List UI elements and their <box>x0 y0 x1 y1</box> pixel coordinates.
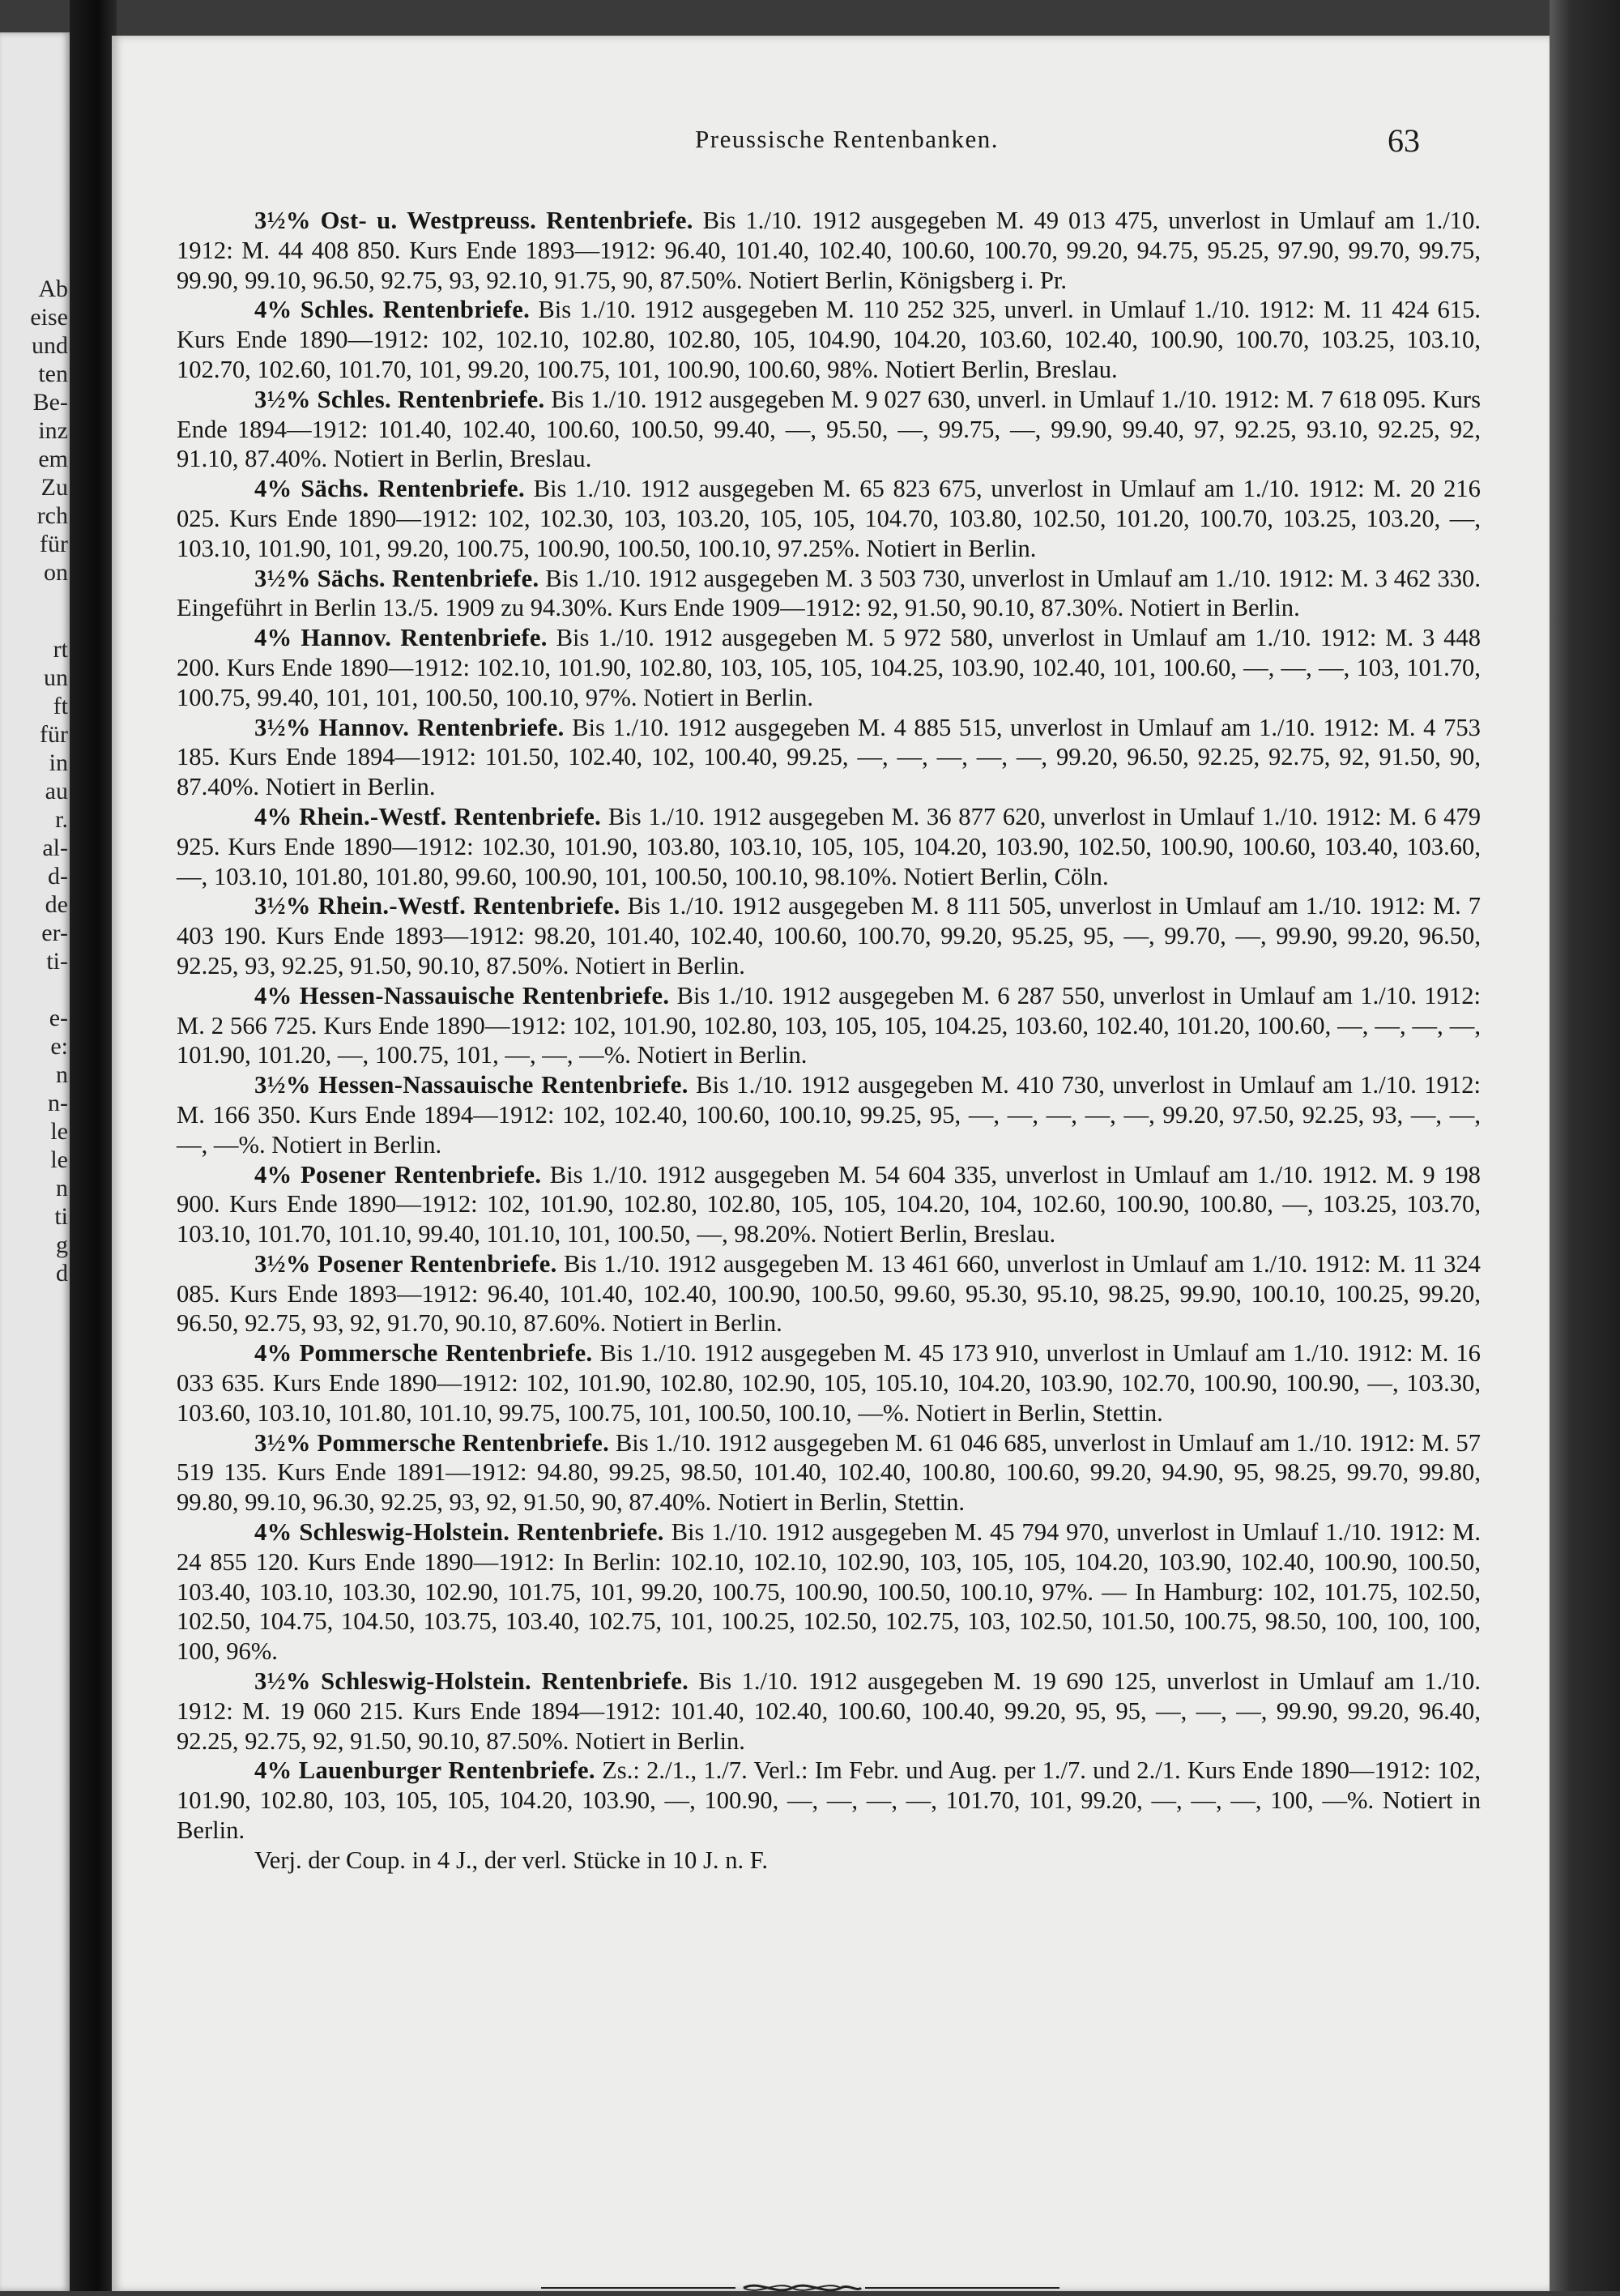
margin-fragment: un <box>44 664 68 691</box>
margin-fragment: in <box>49 749 68 776</box>
document-page <box>112 36 1550 2291</box>
margin-fragment: e: <box>50 1033 68 1060</box>
rentenbrief-entry <box>177 1249 1481 1338</box>
margin-fragment: d- <box>48 863 68 890</box>
entry-text: Bis 1./10. 1912 ausgegeben M. 49 013 475, unverlost in Umlauf am 1./10. 1912: M. 44 408 850. Kurs Ende 1893—1912: 96.40, 101.40, 102.40, 100.60, 100.70, 99.20, 94.75, 95.25, 97.90, 99.70, 99.75, 99.90, 99.10, 96.50, 92.75, 93, 92.10, 91.75, 90, 87.50%. Notiert Berlin, Königsberg i. Pr. <box>177 207 1481 294</box>
bond-name: Ost- u. Westpreuss. Rentenbriefe. <box>320 207 693 234</box>
rentenbrief-entry <box>177 802 1481 891</box>
margin-fragment: g <box>56 1231 68 1258</box>
page-number: 63 <box>1388 122 1420 159</box>
entry-text: Bis 1./10. 1912 ausgegeben M. 3 503 730, unverlost in Umlauf am 1./10. 1912: M. 3 462 330. Eingeführt in Berlin 13./5. 1909 zu 94.30%. Kurs Ende 1909—1912: 92, 91.50, 90.10, 87.30%. Notiert in Berlin. <box>177 564 1481 622</box>
bond-name: Sächs. Rentenbriefe. <box>317 564 539 592</box>
entry-text: Bis 1./10. 1912 ausgegeben M. 36 877 620, unverlost in Umlauf 1./10. 1912: M. 6 479 925. Kurs Ende 1890—1912: 102.30, 101.90, 103.80, 103.10, 105, 105, 104.20, 103.90, 102.50, 100.90, 100.60, 103.40, 103.60, —, 103.10, 101.80, 101.80, 99.60, 100.90, 101, 100.50, 100.10, 98.10%. Notiert Berlin, Cöln. <box>177 802 1481 890</box>
bond-name: Lauenburger Rentenbriefe. <box>298 1756 595 1785</box>
bond-name: Posener Rentenbriefe. <box>318 1249 557 1278</box>
rentenbrief-entry <box>177 206 1481 295</box>
entry-text: Bis 1./10. 1912 ausgegeben M. 65 823 675, unverlost in Umlauf am 1./10. 1912: M. 20 216 025. Kurs Ende 1890—1912: 102, 102.30, 103, 103.20, 105, 105, 104.70, 103.80, 102.50, 101.20, 100.70, 103.25, 103.20, —, 103.10, 101.90, 101, 99.20, 100.75, 100.90, 100.50, 100.10, 97.25%. Notiert in Berlin. <box>177 475 1481 562</box>
bond-name: Rhein.-Westf. Rentenbriefe. <box>299 802 602 830</box>
interest-rate: 4% <box>254 475 292 503</box>
interest-rate: 3½% <box>254 892 311 920</box>
bond-name: Hannov. Rentenbriefe. <box>318 713 565 741</box>
previous-page-edge <box>0 32 70 2291</box>
margin-fragment: er- <box>41 920 68 946</box>
entry-text: Bis 1./10. 1912 ausgegeben M. 4 885 515, unverlost in Umlauf am 1./10. 1912: M. 4 753 185. Kurs Ende 1894—1912: 101.50, 102.40, 102, 100.40, 99.25, —, —, —, —, —, 99.20, 96.50, 92.25, 92.75, 92, 91.50, 90, 87.40%. Notiert in Berlin. <box>177 713 1481 801</box>
margin-fragment: n- <box>48 1090 68 1116</box>
bond-name: Schles. Rentenbriefe. <box>300 296 531 324</box>
margin-fragment: e- <box>49 1005 68 1031</box>
rentenbrief-entry <box>177 981 1481 1070</box>
interest-rate: 3½% <box>254 1428 311 1457</box>
rentenbrief-entry <box>177 385 1481 474</box>
bond-name: Pommersche Rentenbriefe. <box>317 1428 610 1457</box>
entry-text: Bis 1./10. 1912 ausgegeben M. 61 046 685, unverlost in Umlauf am 1./10. 1912: M. 57 519 135. Kurs Ende 1891—1912: 94.80, 99.25, 98.50, 101.40, 102.40, 100.80, 100.60, 99.20, 94.90, 95, 98.25, 99.70, 99.80, 99.80, 99.10, 96.30, 92.25, 93, 92, 91.50, 90, 87.40%. Notiert in Berlin, Stettin. <box>177 1428 1481 1517</box>
margin-fragment: Zu <box>40 474 68 501</box>
right-page-edge <box>1550 0 1620 2291</box>
entry-text: Bis 1./10. 1912 ausgegeben M. 410 730, unverlost in Umlauf am 1./10. 1912: M. 166 350. Kurs Ende 1894—1912: 102, 102.40, 100.60, 100.10, 99.25, 95, —, —, —, —, —, 99.20, 97.50, 92.25, 93, —, —, —, —%. Notiert in Berlin. <box>177 1071 1481 1159</box>
interest-rate: 4% <box>254 624 292 652</box>
entry-text: Bis 1./10. 1912 ausgegeben M. 6 287 550, unverlost in Umlauf am 1./10. 1912: M. 2 566 725. Kurs Ende 1890—1912: 102, 101.90, 102.80, 103, 105, 105, 104.25, 103.60, 102.40, 101.20, 100.60, —, —, —, —, 101.90, 101.20, —, 100.75, 101, —, —, —%. Notiert in Berlin. <box>177 981 1481 1069</box>
margin-fragment: und <box>32 332 68 359</box>
interest-rate: 3½% <box>254 385 311 413</box>
interest-rate: 4% <box>254 802 292 830</box>
entry-text: Bis 1./10. 1912 ausgegeben M. 13 461 660, unverlost in Umlauf am 1./10. 1912: M. 11 324 085. Kurs Ende 1893—1912: 96.40, 101.40, 102.40, 100.90, 100.50, 99.60, 95.30, 95.10, 98.25, 99.90, 100.10, 100.25, 99.20, 96.50, 92.75, 93, 92, 91.70, 90.10, 87.60%. Notiert in Berlin. <box>177 1249 1481 1338</box>
margin-fragment: on <box>44 559 68 586</box>
margin-fragment: le <box>50 1118 68 1145</box>
entry-text: Bis 1./10. 1912 ausgegeben M. 5 972 580, unverlost in Umlauf am 1./10. 1912: M. 3 448 200. Kurs Ende 1890—1912: 102.10, 101.90, 102.80, 103, 105, 105, 104.25, 103.90, 102.40, 101, 100.60, —, —, —, 103, 101.70, 100.75, 99.40, 101, 101, 100.50, 100.10, 97%. Notiert in Berlin. <box>177 624 1481 711</box>
margin-fragment: de <box>45 891 68 918</box>
rentenbrief-entry <box>177 1070 1481 1159</box>
margin-fragment: Ab <box>38 275 68 302</box>
margin-fragment: rch <box>36 502 68 529</box>
interest-rate: 3½% <box>254 1071 311 1099</box>
margin-fragment: r. <box>55 806 68 833</box>
margin-fragment: al- <box>42 834 68 861</box>
bond-name: Rhein.-Westf. Rentenbriefe. <box>318 892 620 920</box>
bond-name: Hessen-Nassauische Rentenbriefe. <box>318 1071 688 1099</box>
rentenbrief-entry <box>177 713 1481 802</box>
margin-fragment: für <box>40 721 68 748</box>
limitation-note: Verj. der Coup. in 4 J., der verl. Stücke in 10 J. n. F. <box>254 1846 768 1874</box>
entry-text: Bis 1./10. 1912 ausgegeben M. 45 173 910, unverlost in Umlauf am 1./10. 1912: M. 16 033 635. Kurs Ende 1890—1912: 102, 101.90, 102.80, 102.90, 105, 105.10, 104.20, 103.90, 102.70, 100.90, 100.90, —, 103.30, 103.60, 103.10, 101.80, 101.10, 99.75, 100.75, 101, 100.50, 100.10, —%. Notiert in Berlin, Stettin. <box>177 1339 1481 1427</box>
interest-rate: 4% <box>254 1518 292 1547</box>
margin-fragment: d <box>56 1260 68 1287</box>
margin-fragment: em <box>38 446 68 472</box>
running-title: Preussische Rentenbanken. <box>695 125 999 153</box>
rentenbrief-entry <box>177 1667 1481 1756</box>
bond-name: Sächs. Rentenbriefe. <box>301 475 525 503</box>
body-text <box>177 206 1481 1876</box>
interest-rate: 3½% <box>254 1249 311 1278</box>
margin-fragment: ten <box>38 361 68 387</box>
rentenbrief-entry <box>177 1517 1481 1667</box>
margin-fragment: für <box>40 531 68 557</box>
rentenbrief-entry <box>177 295 1481 384</box>
entry-text: Bis 1./10. 1912 ausgegeben M. 19 690 125, unverlost in Umlauf am 1./10. 1912: M. 19 060 215. Kurs Ende 1894—1912: 101.40, 102.40, 100.60, 100.40, 99.20, 95, 95, —, —, —, 99.90, 99.20, 96.40, 92.25, 92.75, 92, 91.50, 90.10, 87.50%. Notiert in Berlin. <box>177 1667 1481 1755</box>
rentenbrief-entry <box>177 1160 1481 1249</box>
interest-rate: 4% <box>254 981 292 1009</box>
rentenbrief-entry <box>177 474 1481 563</box>
bond-name: Schles. Rentenbriefe. <box>317 385 545 413</box>
interest-rate: 3½% <box>254 1667 311 1696</box>
margin-fragment: ft <box>53 693 68 719</box>
margin-fragment: le <box>50 1146 68 1173</box>
bond-name: Schleswig-Holstein. Rentenbriefe. <box>321 1667 689 1696</box>
interest-rate: 4% <box>254 1160 292 1189</box>
entry-text: Bis 1./10. 1912 ausgegeben M. 8 111 505, unverlost in Umlauf am 1./10. 1912: M. 7 403 190. Kurs Ende 1893—1912: 98.20, 101.40, 102.40, 100.60, 100.70, 99.20, 95.25, 95, —, 99.70, —, 99.90, 99.20, 96.50, 92.25, 93, 92.25, 91.50, 90.10, 87.50%. Notiert in Berlin. <box>177 892 1481 979</box>
rentenbrief-entry <box>177 564 1481 624</box>
entry-text: Bis 1./10. 1912 ausgegeben M. 110 252 325, unverl. in Umlauf 1./10. 1912: M. 11 424 615. Kurs Ende 1890—1912: 102, 102.10, 102.80, 102.80, 105, 104.90, 104.20, 103.60, 102.40, 100.90, 100.70, 103.25, 103.10, 102.70, 102.60, 101.70, 101, 99.20, 100.75, 101, 100.90, 100.60, 98%. Notiert Berlin, Breslau. <box>177 296 1481 383</box>
rentenbrief-entry <box>177 1428 1481 1517</box>
rentenbrief-entry <box>177 1338 1481 1428</box>
margin-fragment: ti- <box>46 948 68 975</box>
bond-name: Posener Rentenbriefe. <box>300 1160 542 1189</box>
interest-rate: 4% <box>254 296 292 324</box>
entry-text: Bis 1./10. 1912 ausgegeben M. 54 604 335, unverlost in Umlauf am 1./10. 1912. M. 9 198 900. Kurs Ende 1890—1912: 102, 101.90, 102.80, 102.80, 105, 105, 104.20, 104, 102.60, 100.90, 100.80, —, 103.25, 103.70, 103.10, 101.70, 101.10, 99.40, 101.10, 101, 100.50, —, 98.20%. Notiert Berlin, Breslau. <box>177 1160 1481 1248</box>
book-gutter <box>70 0 117 2291</box>
margin-fragment: eise <box>30 304 68 331</box>
bond-name: Pommersche Rentenbriefe. <box>299 1339 593 1368</box>
decorative-rule <box>541 2280 1059 2296</box>
interest-rate: 3½% <box>254 564 311 592</box>
margin-fragment: rt <box>53 636 68 663</box>
interest-rate: 4% <box>254 1339 292 1368</box>
rentenbrief-entry <box>177 891 1481 980</box>
rentenbrief-entry <box>177 1756 1481 1845</box>
bond-name: Hannov. Rentenbriefe. <box>301 624 548 652</box>
interest-rate: 3½% <box>254 207 311 234</box>
interest-rate: 3½% <box>254 713 311 741</box>
bond-name: Schleswig-Holstein. Rentenbriefe. <box>299 1518 664 1547</box>
margin-fragment: n <box>56 1175 68 1201</box>
page-header <box>112 122 1550 165</box>
margin-fragment: ti <box>54 1203 68 1230</box>
entry-text: Bis 1./10. 1912 ausgegeben M. 9 027 630, unverl. in Umlauf 1./10. 1912: M. 7 618 095. Kurs Ende 1894—1912: 101.40, 102.40, 100.60, 100.50, 99.40, —, 95.50, —, 99.75, —, 99.90, 99.40, 97, 92.25, 93.10, 92.25, 92, 91.10, 87.40%. Notiert in Berlin, Breslau. <box>177 385 1481 473</box>
entry-text: Bis 1./10. 1912 ausgegeben M. 45 794 970, unverlost in Umlauf 1./10. 1912: M. 24 855 120. Kurs Ende 1890—1912: In Berlin: 102.10, 102.10, 102.90, 103, 105, 105, 104.20, 103.90, 102.40, 100.90, 100.50, 103.40, 103.10, 103.30, 102.90, 101.75, 101, 99.20, 100.75, 100.90, 100.50, 100.10, 97%. — In Hamburg: 102, 101.75, 102.50, 102.50, 104.75, 104.50, 103.75, 103.40, 102.75, 101, 100.25, 102.50, 102.75, 103, 102.50, 101.50, 100.75, 98.50, 100, 100, 100, 100, 96%. <box>177 1518 1481 1666</box>
margin-fragment: n <box>56 1061 68 1088</box>
entry-text: Zs.: 2./1., 1./7. Verl.: Im Febr. und Aug. per 1./7. und 2./1. Kurs Ende 1890—1912: 102, 101.90, 102.80, 103, 105, 105, 104.20, 103.90, —, 100.90, —, —, —, —, 101.70, 101, 99.20, —, —, —, 100, —%. Notiert in Berlin. <box>177 1756 1481 1845</box>
margin-fragment: Be- <box>32 389 68 416</box>
margin-fragment: au <box>45 778 68 804</box>
margin-fragment: inz <box>38 417 68 444</box>
rentenbrief-entry <box>177 623 1481 712</box>
interest-rate: 4% <box>254 1756 292 1785</box>
bond-name: Hessen-Nassauische Rentenbriefe. <box>299 981 670 1009</box>
